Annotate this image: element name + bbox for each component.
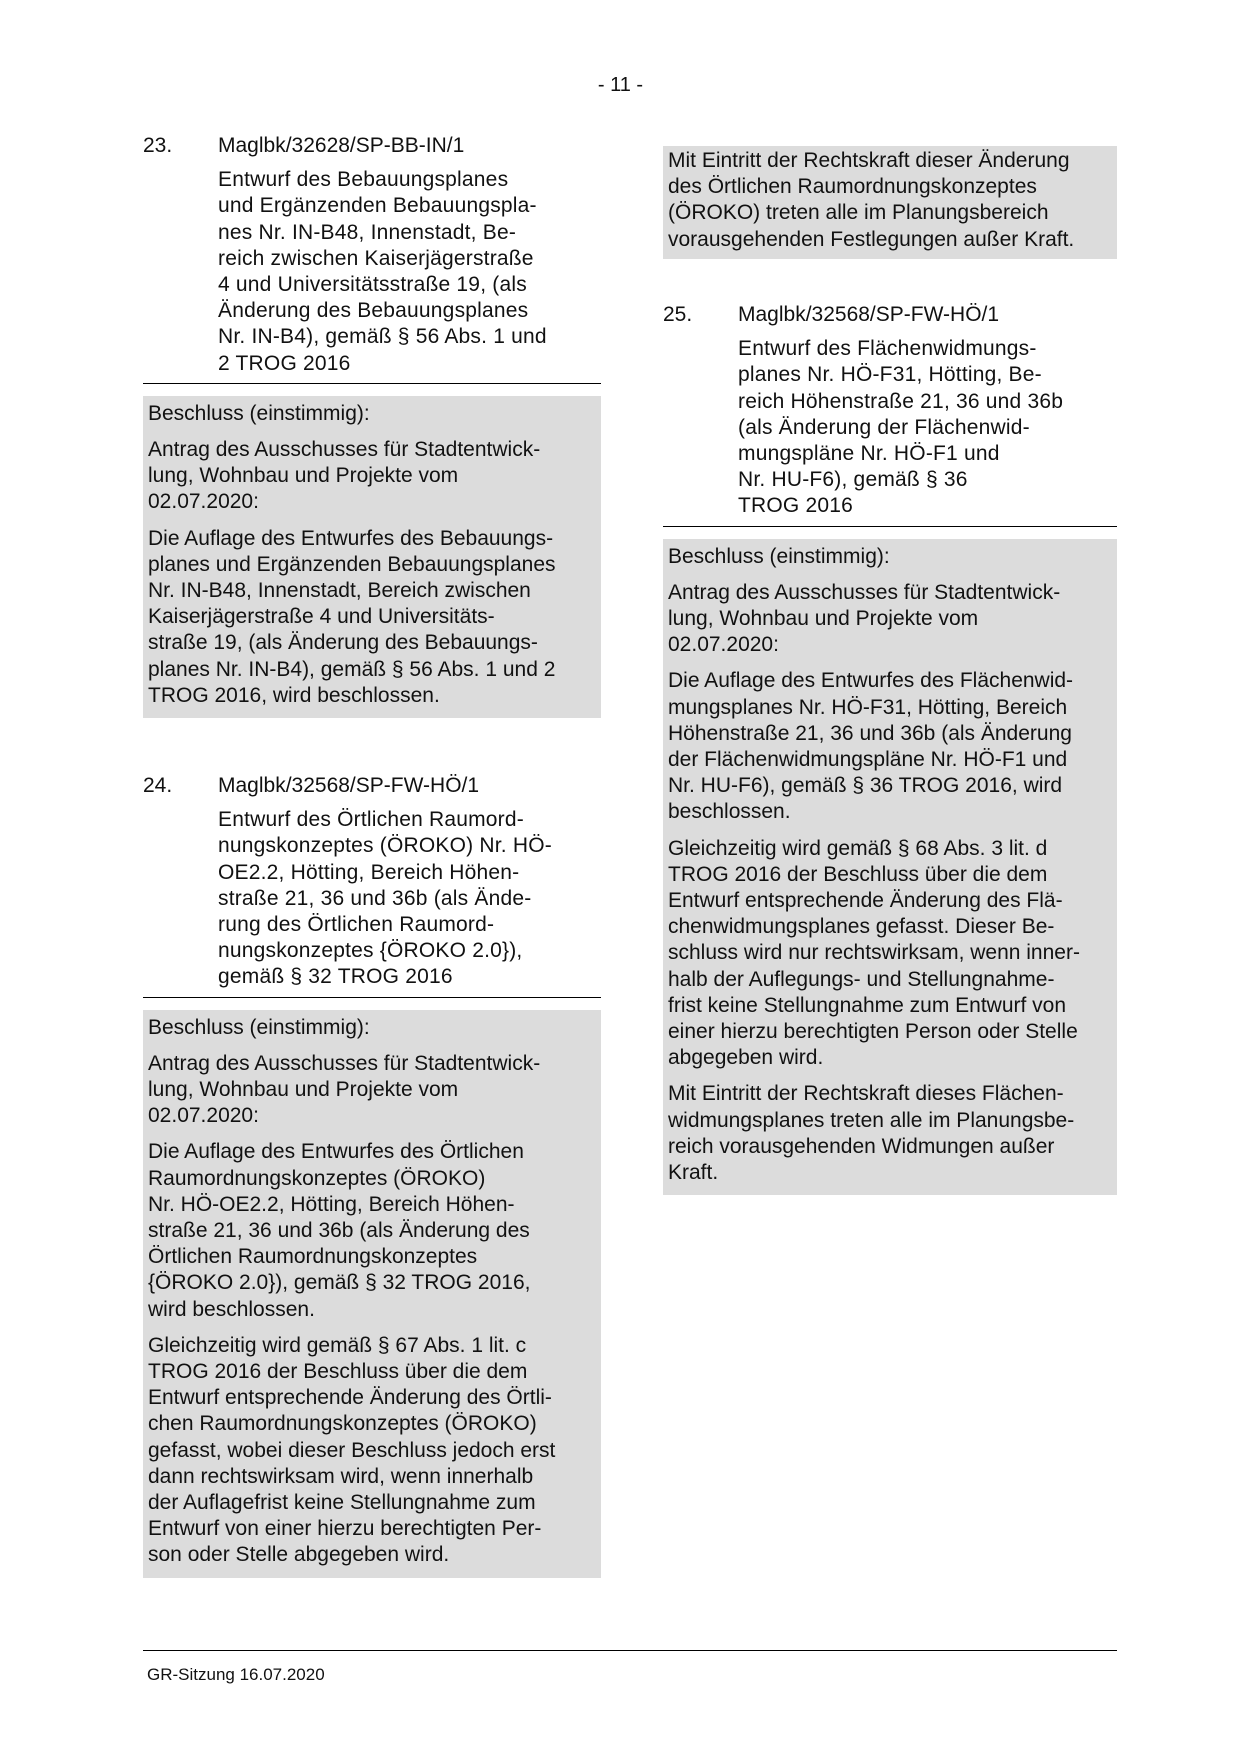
text-line: Örtlichen Raumordnungskonzeptes [148,1245,478,1269]
item-code: Maglbk/32568/SP-FW-HÖ/1 [738,303,1000,326]
text-line: Die Auflage des Entwurfes des Bebauungs- [148,526,554,550]
text-line: der Flächenwidmungspläne Nr. HÖ-F1 und [668,748,1068,772]
text-line: reich Höhenstraße 21, 36 und 36b [738,389,1064,413]
text-line: und Ergänzenden Bebauungspla- [218,194,537,218]
text-line: gemäß § 32 TROG 2016 [218,965,453,989]
decision-box [143,1010,601,1578]
text-line: straße 19, (als Änderung des Bebauungs- [148,631,538,655]
text-line: 4 und Universitätsstraße 19, (als [218,273,527,297]
footer-divider [143,1650,1117,1651]
item-title [218,807,601,993]
text-line: Mit Eintritt der Rechtskraft dieser Änderung [668,149,1070,172]
text-line: chen Raumordnungskonzeptes (ÖROKO) [148,1412,537,1436]
text-line: 02.07.2020: [148,1104,259,1128]
left-column-lower [143,773,601,1578]
additional-text [668,836,1112,1072]
text-line: reich vorausgehenden Widmungen außer [668,1134,1055,1158]
text-line: lung, Wohnbau und Projekte vom [668,607,979,631]
text-line: chenwidmungsplanes gefasst. Dieser Be- [668,915,1055,939]
page-number: - 11 - [597,74,644,96]
text-line: {ÖROKO 2.0}), gemäß § 32 TROG 2016, [148,1271,531,1295]
text-line: straße 21, 36 und 36b (als Änderung des [148,1219,530,1243]
divider [143,997,601,998]
text-line: Antrag des Ausschusses für Stadtentwick- [148,438,541,462]
text-line: Mit Eintritt der Rechtskraft dieses Flächen- [668,1082,1064,1106]
motion-text [668,580,1112,659]
motion-text [148,437,596,516]
text-line: lung, Wohnbau und Projekte vom [148,464,459,488]
item-number: 25. [663,303,693,326]
text-line: TROG 2016 [738,494,854,518]
text-line: wird beschlossen. [148,1297,315,1321]
text-line: schluss wird nur rechtswirksam, wenn inner- [668,941,1080,965]
text-line: (als Änderung der Flächenwid- [738,415,1030,439]
continuation-text [668,148,1112,253]
agenda-item-23 [143,133,601,718]
text-line: Entwurf des Örtlichen Raumord- [218,808,524,832]
text-line: frist keine Stellungnahme zum Entwurf von [668,993,1067,1017]
text-line: 02.07.2020: [148,490,259,514]
text-line: reich zwischen Kaiserjägerstraße [218,246,534,270]
motion-text [148,1051,596,1130]
text-line: Gleichzeitig wird gemäß § 68 Abs. 3 lit. d [668,836,1048,860]
text-line: vorausgehenden Festlegungen außer Kraft. [668,227,1075,251]
decision-label: Beschluss (einstimmig): [668,544,890,568]
text-line: TROG 2016, wird beschlossen. [148,683,440,707]
text-line: TROG 2016 der Beschluss über die dem [148,1360,528,1384]
text-line: Kaiserjägerstraße 4 und Universitäts- [148,605,495,629]
text-line: gefasst, wobei dieser Beschluss jedoch erst [148,1438,556,1462]
item-code: Maglbk/32568/SP-FW-HÖ/1 [218,774,480,797]
right-column-lower [663,302,1117,1195]
text-line: Nr. HU-F6), gemäß § 36 [738,468,968,492]
left-column [143,133,601,718]
text-line: 02.07.2020: [668,633,779,657]
closing-text [668,1081,1112,1186]
text-line: Nr. IN-B48, Innenstadt, Bereich zwischen [148,579,531,603]
item-header [663,302,1117,328]
text-line: Entwurf von einer hierzu berechtigten Per- [148,1517,542,1541]
text-line: Die Auflage des Entwurfes des Örtlichen [148,1140,524,1164]
text-line: der Auflagefrist keine Stellungnahme zum [148,1491,536,1515]
text-line: Entwurf entsprechende Änderung des Flä- [668,889,1063,913]
text-line: dann rechtswirksam wird, wenn innerhalb [148,1464,534,1488]
item-header [143,133,601,159]
text-line: nungskonzeptes (ÖROKO) Nr. HÖ- [218,834,552,858]
right-column [663,146,1117,259]
footer-text: GR-Sitzung 16.07.2020 [147,1665,325,1684]
text-line: rung des Örtlichen Raumord- [218,913,495,937]
text-line: 2 TROG 2016 [218,351,351,375]
text-line: Die Auflage des Entwurfes des Flächenwid- [668,669,1074,693]
divider [663,526,1117,527]
resolution-text [148,1139,596,1322]
item-number: 24. [143,774,173,797]
text-line: nes Nr. IN-B48, Innenstadt, Be- [218,220,517,244]
text-line: mungsplanes Nr. HÖ-F31, Hötting, Bereich [668,695,1068,719]
text-line: Entwurf entsprechende Änderung des Örtli- [148,1386,552,1410]
text-line: OE2.2, Hötting, Bereich Höhen- [218,860,520,884]
text-line: widmungsplanes treten alle im Planungsbe- [668,1108,1075,1132]
text-line: halb der Auflegungs- und Stellungnahme- [668,967,1055,991]
text-line: Gleichzeitig wird gemäß § 67 Abs. 1 lit. c [148,1333,527,1357]
item-title [738,336,1117,522]
text-line: Entwurf des Bebauungsplanes [218,168,509,192]
item-title [218,167,601,380]
text-line: einer hierzu berechtigten Person oder Stelle [668,1020,1078,1044]
divider [143,383,601,384]
text-line: beschlossen. [668,800,791,824]
text-line: (ÖROKO) treten alle im Planungsbereich [668,201,1049,225]
decision-box [663,539,1117,1196]
agenda-item-24 [143,773,601,1578]
text-line: Antrag des Ausschusses für Stadtentwick- [148,1051,541,1075]
text-line: Nr. HU-F6), gemäß § 36 TROG 2016, wird [668,774,1063,798]
text-line: nungskonzeptes {ÖROKO 2.0}), [218,939,523,963]
text-line: TROG 2016 der Beschluss über die dem [668,862,1048,886]
text-line: abgegeben wird. [668,1046,824,1070]
text-line: Nr. HÖ-OE2.2, Hötting, Bereich Höhen- [148,1192,515,1216]
decision-box [143,396,601,718]
text-line: Nr. IN-B4), gemäß § 56 Abs. 1 und [218,325,547,349]
text-line: Entwurf des Flächenwidmungs- [738,337,1037,361]
decision-label: Beschluss (einstimmig): [148,401,370,425]
text-line: planes Nr. IN-B4), gemäß § 56 Abs. 1 und 2 [148,657,556,681]
item-code: Maglbk/32628/SP-BB-IN/1 [218,134,465,157]
agenda-item-25 [663,302,1117,1195]
text-line: straße 21, 36 und 36b (als Ände- [218,886,532,910]
text-line: Kraft. [668,1161,719,1185]
text-line: son oder Stelle abgegeben wird. [148,1543,450,1567]
item-header [143,773,601,799]
text-line: planes und Ergänzenden Bebauungsplanes [148,552,556,576]
resolution-text [148,526,596,709]
text-line: Antrag des Ausschusses für Stadtentwick- [668,580,1061,604]
decision-label: Beschluss (einstimmig): [148,1015,370,1039]
text-line: des Örtlichen Raumordnungskonzeptes [668,175,1037,199]
item-number: 23. [143,134,173,157]
text-line: Höhenstraße 21, 36 und 36b (als Änderung [668,721,1072,745]
text-line: planes Nr. HÖ-F31, Hötting, Be- [738,363,1042,387]
text-line: Änderung des Bebauungsplanes [218,299,529,323]
resolution-text [668,668,1112,825]
text-line: lung, Wohnbau und Projekte vom [148,1078,459,1102]
additional-text [148,1333,596,1569]
continuation-box [663,146,1117,259]
text-line: Raumordnungskonzeptes (ÖROKO) [148,1166,486,1190]
text-line: mungspläne Nr. HÖ-F1 und [738,442,1000,466]
